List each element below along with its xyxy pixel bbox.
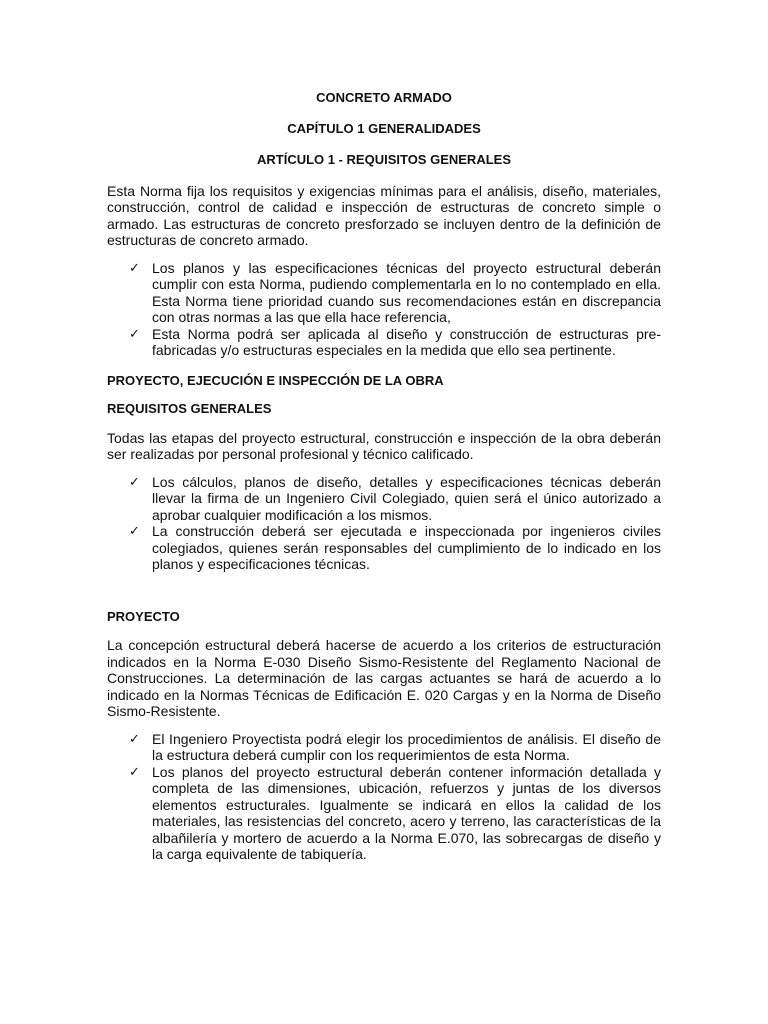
checkmark-icon: ✓	[129, 730, 140, 746]
list-item	[107, 474, 661, 524]
proyecto-paragraph: La concepción estructural deberá hacerse de acuerdo a los criterios de estructuración indicados en la Norma E-030 Diseño Sismo-Resistente del Reglamento Nacional de Construcciones. La determinación de las cargas actuantes se hará de acuerdo a lo indicado en la Normas Técnicas de Edificación E. 020 Cargas y en la Norma de Diseño Sismo-Resistente.	[107, 637, 661, 719]
list-item-text: El Ingeniero Proyectista podrá elegir los procedimientos de análisis. El diseño de la estructura deberá cumplir con los requerimientos de esta Norma.	[152, 730, 661, 763]
list-item	[107, 326, 661, 359]
checkmark-icon: ✓	[129, 523, 140, 538]
list-item-text: Los planos y las especificaciones técnicas del proyecto estructural deberán cumplir con esta Norma, pudiendo complementarla en lo no contemplado en ella. Esta Norma tiene prioridad cuando sus recomendaciones están en discrepancia con otras normas a las que ella hace referencia,	[152, 259, 661, 325]
section-heading-proyecto: PROYECTO	[107, 608, 180, 624]
list-item	[107, 764, 661, 863]
checkmark-icon: ✓	[129, 473, 140, 489]
spacer	[107, 587, 661, 609]
checkmark-icon: ✓	[129, 259, 140, 275]
checkmark-icon: ✓	[129, 763, 140, 779]
proyecto-bullet-list	[107, 731, 661, 863]
requisitos-bullet-list	[107, 474, 661, 573]
list-item-text: Los planos del proyecto estructural deberán contener información detallada y completa de las dimensiones, ubicación, refuerzos y juntas de los diversos elementos estructurales. Igualmente se indicará en ellos la calidad de los materiales, las resistencias del concreto, acero y terreno, las características de la albañilería y mortero de acuerdo a la Norma E.070, las sobrecargas de diseño y la carga equivalente de tabiquería.	[152, 763, 661, 862]
document-title: CONCRETO ARMADO	[316, 90, 452, 105]
intro-bullet-list	[107, 260, 661, 359]
list-item-text: Los cálculos, planos de diseño, detalles y especificaciones técnicas deberán llevar la firma de un Ingeniero Civil Colegiado, quien será el único autorizado a aprobar cualquier modificación a los mismos.	[152, 473, 661, 523]
requisitos-paragraph: Todas las etapas del proyecto estructural, construcción e inspección de la obra deberán ser realizadas por personal profesional y técnico calificado.	[107, 429, 661, 462]
chapter-heading: CAPÍTULO 1 GENERALIDADES	[287, 120, 481, 136]
article-heading: ARTÍCULO 1 - REQUISITOS GENERALES	[256, 152, 511, 167]
list-item-text: La construcción deberá ser ejecutada e inspeccionada por ingenieros civiles colegiados, quienes serán responsables del cumplimiento de lo indicado en los planos y especificaciones técnicas.	[152, 523, 661, 572]
checkmark-icon: ✓	[129, 325, 140, 341]
list-item	[107, 731, 661, 764]
section-heading-obra: PROYECTO, EJECUCIÓN E INSPECCIÓN DE LA OBRA	[107, 372, 444, 388]
list-item-text: Esta Norma podrá ser aplicada al diseño y construcción de estructuras pre-fabricadas y/o estructuras especiales en la medida que ello sea pertinente.	[152, 325, 661, 358]
section-heading-requisitos: REQUISITOS GENERALES	[107, 401, 272, 416]
document-page	[107, 90, 661, 877]
list-item	[107, 260, 661, 326]
list-item	[107, 523, 661, 573]
intro-paragraph: Esta Norma fija los requisitos y exigencias mínimas para el análisis, diseño, materiales, construcción, control de calidad e inspección de estructuras de concreto simple o armado. Las estructuras de concreto presforzado se incluyen dentro de la definición de estructuras de concreto armado.	[107, 182, 661, 248]
